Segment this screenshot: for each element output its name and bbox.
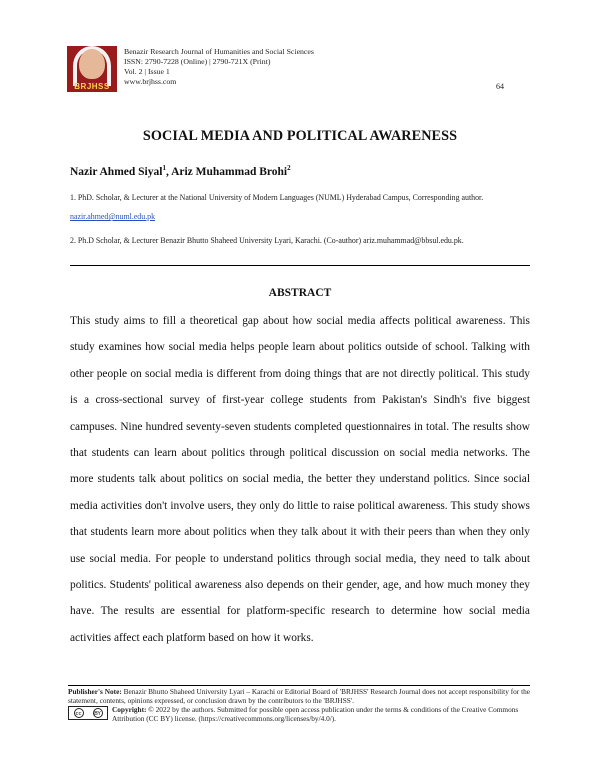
cc-license-badge (68, 706, 108, 720)
publisher-note-label: Publisher's Note: (68, 687, 122, 696)
publisher-note-text: Benazir Bhutto Shaheed University Lyari – Karachi or Editorial Board of 'BRJHSS' Research Journal does not accept responsibility for the statement, contents, opinions expressed, or conclusion drawn by the contributors to the 'BRJHSS'. (68, 687, 530, 706)
journal-logo (67, 46, 117, 92)
email-link[interactable]: nazir.ahmed@numl.edu.pk (70, 212, 156, 221)
cc-icon: cc (74, 708, 84, 718)
author-2-sup: 2 (287, 164, 291, 172)
copyright-text: © 2022 by the authors. Submitted for possible open access publication under the terms & conditions of the Creative Commons Attribution (CC BY) license. (https://creativecommons.org/licenses/by/4.0/). (112, 705, 519, 724)
copyright-note (112, 705, 530, 724)
article-title: SOCIAL MEDIA AND POLITICAL AWARENESS (142, 128, 458, 144)
copyright-label: Copyright: (112, 705, 147, 714)
affiliation-2: 2. Ph.D Scholar, & Lecturer Benazir Bhutto Shaheed University Lyari, Karachi. (Co-author) ariz.muhammad@bbsul.edu.pk. (70, 236, 464, 245)
author-line (70, 164, 291, 178)
affiliation-1: 1. PhD. Scholar, & Lecturer at the National University of Modern Languages (NUML) Hyderabad Campus, Corresponding author. (70, 193, 484, 202)
logo-acronym: BRJHSS (74, 82, 110, 91)
publisher-note (68, 687, 530, 706)
header-divider (70, 265, 530, 266)
by-icon: BY (93, 708, 103, 718)
author-1-sup: 1 (162, 164, 166, 172)
author-1: Nazir Ahmed Siyal (70, 165, 163, 178)
abstract-body: This study aims to fill a theoretical gap about how social media affects political awareness. This study examines how social media helps people learn about politics outside of school. Talking with other people on social media is different from doing things that are not directly political. This study is a cross-sectional survey of first-year college students from Pakistan's Sindh's five biggest campuses. Nine hundred seventy-seven students completed questionnaires in total. The results show that students can learn about politics through political discussion on social media networks. The more students talk about politics on social media, the better they understand politics. Since social media activities don't involve users, they only do little to raise political awareness. This study shows that students learn more about politics when they talk about it with their peers than when they only use social media. For people to understand politics through social media, they need to talk about politics. Students' political awareness also depends on their gender, age, and how much money they have. The results are essential for platform-specific research to determine how social media activities affect each platform based on how it works. (70, 315, 530, 644)
journal-issn: ISSN: 2790-7228 (Online) | 2790-721X (Print) (124, 57, 271, 66)
footer-divider (68, 685, 530, 686)
journal-header (124, 47, 314, 87)
author-separator: , (165, 165, 172, 178)
author-2: Ariz Muhammad Brohi (171, 165, 288, 178)
journal-website[interactable]: www.brjhss.com (124, 77, 177, 86)
page-number: 64 (496, 82, 504, 91)
logo-portrait-face (79, 49, 105, 79)
journal-volume: Vol. 2 | Issue 1 (124, 67, 170, 76)
journal-name: Benazir Research Journal of Humanities and Social Sciences (124, 47, 314, 56)
abstract-heading: ABSTRACT (268, 287, 332, 299)
